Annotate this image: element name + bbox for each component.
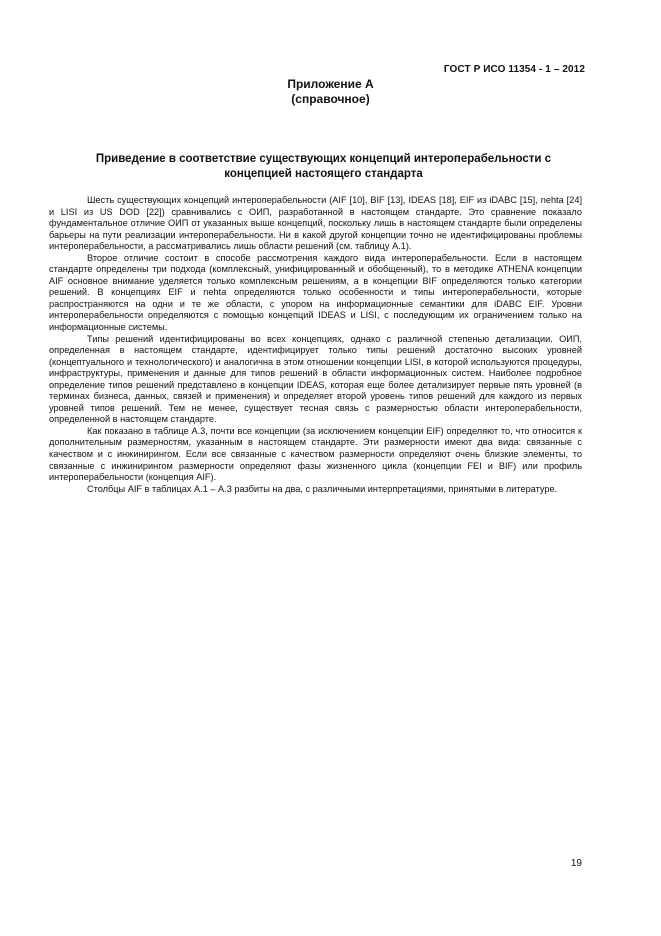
appendix-heading [0,77,661,107]
paragraph: Типы решений идентифицированы во всех концепциях, однако с различной степенью детализации. ОИП, определенная в настоящем стандарте, идентифицирует только типы решений достаточно высоких уровней (концептуального и технологического) и аналогична в этом отношении концепции LISI, в которой используются процедуры, инфраструктуры, применения и данные для типов решений в области информационных систем. Наиболее подробное определение типов решений представлено в концепции IDEAS, которая еще более детализирует первые пять уровней (в терминах бизнеса, данных, связей и применения) и определяет второй уровень типов решений для каждого из первых уровней типов решений. Тем не менее, существует тесная связь с размерностью области интероперабельности, определенной в настоящем стандарте. [49,333,582,425]
body-text [49,195,582,495]
paragraph: Шесть существующих концепций интероперабельности (AIF [10], BIF [13], IDEAS [18], EIF из iDABC [15], nehta [24] и LISI из US DOD [22]) сравнивались с ОИП, разработанной в настоящем стандарте. Это сравнение показало фундаментальное отличие ОИП от указанных выше концепций, поскольку лишь в настоящем стандарте были определены барьеры на пути реализации интероперабельности. Ни в какой другой концепции точно не идентифицированы проблемы интероперабельности, а рассматривались лишь области решений (см. таблицу А.1). [49,195,582,252]
appendix-title: Приложение А [287,77,374,91]
section-title [52,152,595,182]
paragraph: Столбцы AIF в таблицах А.1 – А.3 разбиты на два, с различными интерпретациями, принятыми в литературе. [87,483,558,494]
section-title-line-2: концепцией настоящего стандарта [224,168,423,180]
section-title-line-1: Приведение в соответствие существующих концепций интероперабельности с [95,153,552,165]
paragraph: Как показано в таблице А.3, почти все концепции (за исключением концепции EIF) определяют то, что относится к дополнительным размерностям, указанным в настоящем стандарте. Эти размерности имеют два вида: связанные с качеством и с инжинирингом. Если все связанные с качеством размерности определяют очень близкие элементы, то связанные с инжинирингом размерности определяют фазы жизненного цикла (концепции FEI и BIF) или профиль интероперабельности (концепция AIF). [49,425,582,483]
appendix-subtitle: (справочное) [291,92,370,106]
standard-code-header: ГОСТ Р ИСО 11354 - 1 – 2012 [443,64,585,75]
page-number: 19 [570,858,582,869]
paragraph: Второе отличие состоит в способе рассмотрения каждого вида интероперабельности. Если в настоящем стандарте определены три подхода (комплексный, унифицированный и обобщенный), то в методике ATHENA концепции AIF основное внимание уделяется только комплексным решениям, а в концепции BIF определяются только категории решений. В концепциях EIF и nehta определяются только особенности и типы интероперабельности, которые распространяются на одни и те же области, с упором на информационные семантики для iDABC EIF. Уровни интероперабельности определяются с помощью концепций IDEAS и LISI, с последующим их ограничением только на информационные системы. [49,252,582,333]
